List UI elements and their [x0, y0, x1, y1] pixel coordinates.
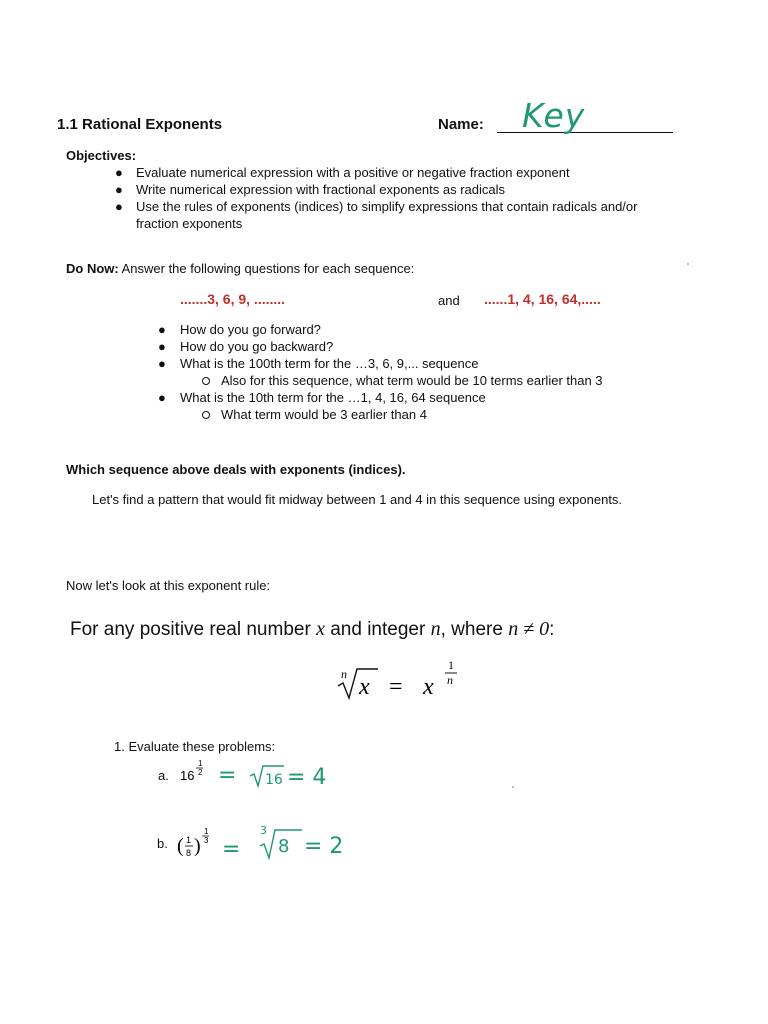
problem-a-label: a.: [158, 768, 169, 783]
problem-b-handwritten-answer: [220, 818, 360, 866]
formula-base: x: [423, 674, 434, 700]
question-item: ● What is the 100th term for the …3, 6, 9,... sequence: [158, 356, 479, 371]
problem-b-left-paren: (: [177, 835, 184, 857]
name-label: Name:: [438, 116, 484, 133]
objective-item: ● Write numerical expression with fractional exponents as radicals: [115, 182, 505, 197]
sequence-geometric: ......1, 4, 16, 64,.....: [484, 291, 601, 307]
question-item: ● How do you go backward?: [158, 339, 334, 354]
name-handwritten-value: Key: [522, 96, 586, 135]
scan-speck: [512, 786, 514, 788]
bullet-icon: ●: [115, 182, 123, 197]
bullet-icon: ●: [158, 356, 166, 371]
pattern-instruction: Let's find a pattern that would fit midway between 1 and 4 in this sequence using exponents.: [92, 492, 623, 507]
evaluate-heading: 1. Evaluate these problems:: [114, 739, 276, 754]
answer-a-result: = 4: [287, 765, 327, 790]
question-item: ● What is the 10th term for the …1, 4, 16, 64 sequence: [158, 390, 486, 405]
formula-equals: =: [389, 674, 403, 700]
do-now-text: Answer the following questions for each sequence:: [118, 261, 415, 276]
bullet-icon: ●: [115, 199, 123, 214]
formula-exponent-numerator: 1: [448, 658, 454, 672]
formula-radicand: x: [359, 674, 370, 700]
do-now-label: Do Now:: [66, 261, 119, 276]
answer-a-radicand: 16: [265, 772, 283, 788]
do-now-questions: [158, 321, 718, 423]
problem-a-base: 16: [180, 768, 195, 783]
problem-b-exp-den: 3: [204, 836, 209, 845]
formula-exponent-denominator: n: [447, 673, 453, 687]
question-item: ● How do you go forward?: [158, 322, 321, 337]
bullet-icon: ●: [158, 322, 166, 337]
circle-bullet-icon: [202, 377, 210, 385]
worksheet-title: 1.1 Rational Exponents: [57, 116, 223, 133]
formula-index: n: [341, 667, 347, 681]
problem-b-den: 8: [186, 848, 192, 858]
problem-a-handwritten-answer: [216, 756, 346, 794]
bullet-icon: ●: [158, 339, 166, 354]
answer-b-result: = 2: [304, 834, 344, 859]
problem-b-label: b.: [157, 836, 168, 851]
answer-b-equals: =: [222, 837, 241, 862]
sequence-arithmetic: .......3, 6, 9, ........: [180, 291, 286, 307]
objectives-list: [110, 164, 730, 232]
problem-a-exp-num: 1: [198, 759, 203, 768]
question-subitem: What term would be 3 earlier than 4: [158, 406, 718, 423]
bullet-icon: ●: [158, 390, 166, 405]
do-now-line: [66, 261, 414, 276]
radical-exponent-formula: [330, 654, 480, 706]
answer-a-equals: =: [218, 763, 237, 788]
circle-bullet-icon: [202, 411, 210, 419]
answer-b-index: 3: [260, 824, 267, 837]
exponent-rule-statement: For any positive real number x and integer n, where n ≠ 0:: [70, 618, 555, 640]
answer-b-radicand: 8: [278, 836, 290, 857]
problem-b-num: 1: [186, 835, 192, 845]
bullet-icon: ●: [115, 165, 123, 180]
and-label: and: [438, 293, 460, 308]
question-subitem: Also for this sequence, what term would be 10 terms earlier than 3: [158, 372, 718, 389]
exponent-rule-intro: Now let's look at this exponent rule:: [66, 578, 271, 593]
problem-b-exp-num: 1: [204, 827, 209, 836]
objective-item-continuation: fraction exponents: [136, 216, 243, 231]
objective-item: ● Evaluate numerical expression with a positive or negative fraction exponent: [115, 165, 570, 180]
problem-b-right-paren: ): [194, 835, 201, 857]
objectives-heading: Objectives:: [66, 148, 137, 163]
which-sequence-heading: Which sequence above deals with exponents (indices).: [66, 462, 406, 477]
scan-speck: [687, 263, 689, 265]
problem-a-exp-den: 2: [198, 768, 203, 777]
objective-item: ● Use the rules of exponents (indices) to simplify expressions that contain radicals and/or: [115, 199, 638, 214]
